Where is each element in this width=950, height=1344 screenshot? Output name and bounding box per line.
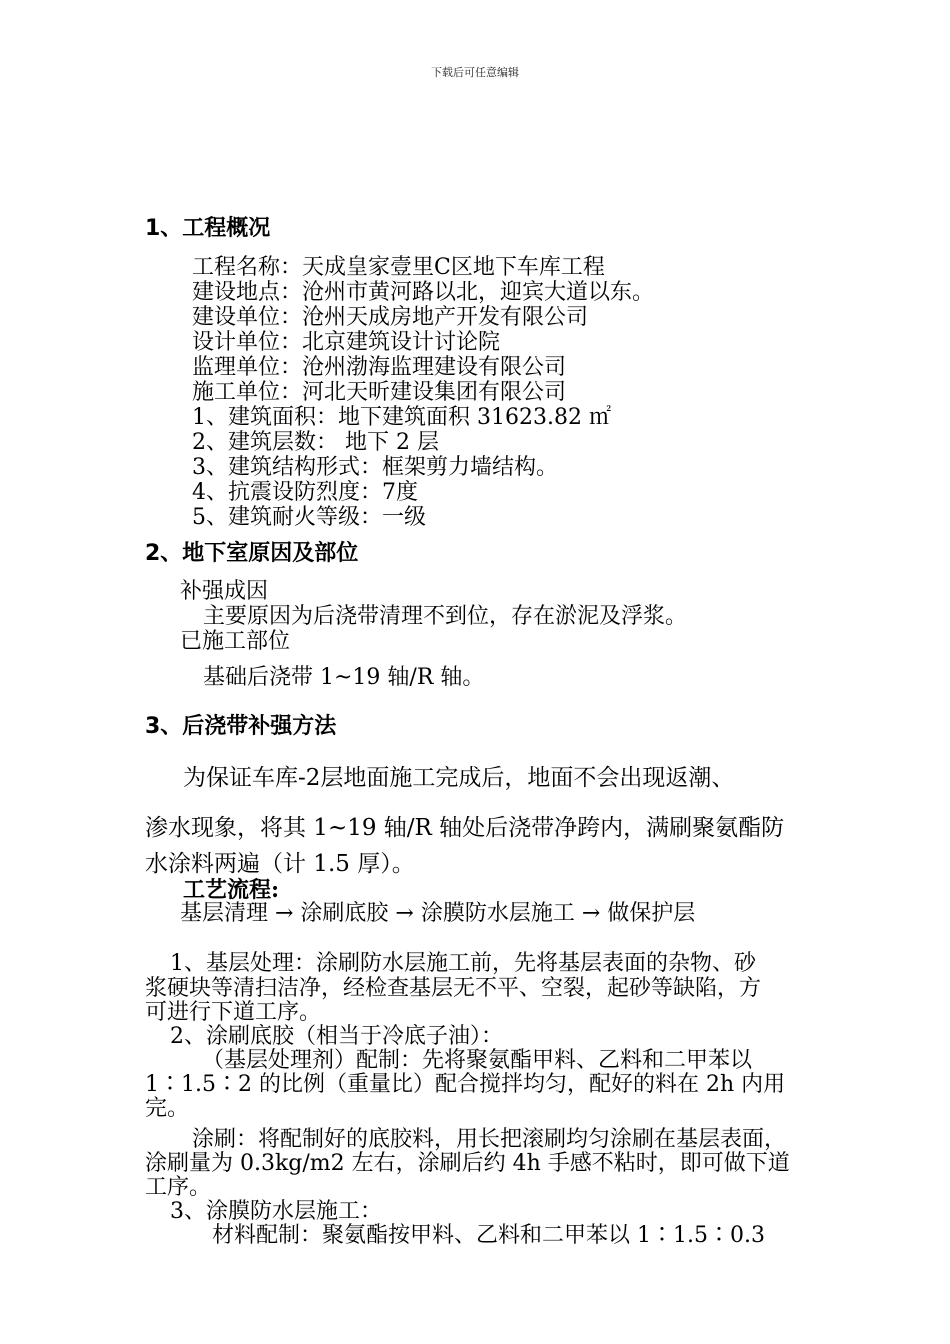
page-header-note: 下载后可任意编辑 [431, 66, 519, 79]
seismic-intensity: 4、抗震设防烈度：7度 [192, 480, 418, 505]
step-2-line-3: 完。 [145, 1096, 190, 1121]
intro-line-2: 渗水现象，将其 1~19 轴/R 轴处后浇带净跨内，满刷聚氨酯防 [145, 815, 785, 841]
step-2-line-2: 1∶1.5∶2 的比例（重量比）配合搅拌均匀，配好的料在 2h 内用 [145, 1072, 786, 1097]
builder-unit: 施工单位：河北天昕建设集团有限公司 [192, 380, 567, 405]
project-name: 工程名称：天成皇家壹里C区地下车库工程 [192, 255, 605, 280]
section-1-title: 1、工程概况 [145, 216, 271, 241]
brush-line-1: 涂刷：将配制好的底胶料，用长把滚刷均匀涂刷在基层表面， [192, 1127, 787, 1152]
step-1-line-1: 1、基层处理：涂刷防水层施工前，先将基层表面的杂物、砂 [170, 951, 756, 976]
flow-label: 工艺流程: [183, 877, 280, 903]
building-area: 1、建筑面积：地下建筑面积 31623.82 ㎡ [192, 405, 611, 430]
process-flow: 基层清理 → 涂刷底胶 → 涂膜防水层施工 → 做保护层 [180, 901, 696, 926]
supervision-unit: 监理单位：沧州渤海监理建设有限公司 [192, 355, 567, 380]
structure-type: 3、建筑结构形式：框架剪力墙结构。 [192, 455, 558, 480]
intro-line-3: 水涂料两遍（计 1.5 厚）。 [145, 851, 415, 877]
location-label: 已施工部位 [180, 629, 291, 654]
step-1-line-3: 可进行下道工序。 [145, 1000, 322, 1025]
step-3-line-1: 材料配制：聚氨酯按甲料、乙料和二甲苯以 1∶1.5∶0.3 [212, 1223, 765, 1248]
building-floors: 2、建筑层数： 地下 2 层 [192, 430, 439, 455]
cause-text: 主要原因为后浇带清理不到位，存在淤泥及浮浆。 [203, 604, 688, 629]
fire-rating: 5、建筑耐火等级：一级 [192, 505, 426, 530]
step-2-line-1: （基层处理剂）配制：先将聚氨酯甲料、乙料和二甲苯以 [202, 1048, 753, 1073]
step-1-line-2: 浆硬块等清扫洁净，经检查基层无不平、空裂，起砂等缺陷，方 [145, 976, 762, 1001]
design-unit: 设计单位：北京建筑设计讨论院 [192, 330, 501, 355]
brush-line-2: 涂刷量为 0.3kg/m2 左右，涂刷后约 4h 手感不粘时，即可做下道 [145, 1151, 790, 1176]
brush-line-3: 工序。 [145, 1175, 212, 1200]
cause-label: 补强成因 [180, 579, 269, 604]
location-text: 基础后浇带 1~19 轴/R 轴。 [203, 665, 485, 690]
section-2-title: 2、地下室原因及部位 [145, 541, 359, 566]
step-2-title: 2、涂刷底胶（相当于冷底子油）： [170, 1024, 503, 1049]
project-location: 建设地点：沧州市黄河路以北，迎宾大道以东。 [192, 280, 655, 305]
section-3-title: 3、后浇带补强方法 [145, 714, 337, 739]
step-3-title: 3、涂膜防水层施工： [170, 1199, 382, 1224]
construction-unit: 建设单位：沧州天成房地产开发有限公司 [192, 305, 589, 330]
intro-line-1: 为保证车库-2层地面施工完成后，地面不会出现返潮、 [183, 765, 735, 791]
